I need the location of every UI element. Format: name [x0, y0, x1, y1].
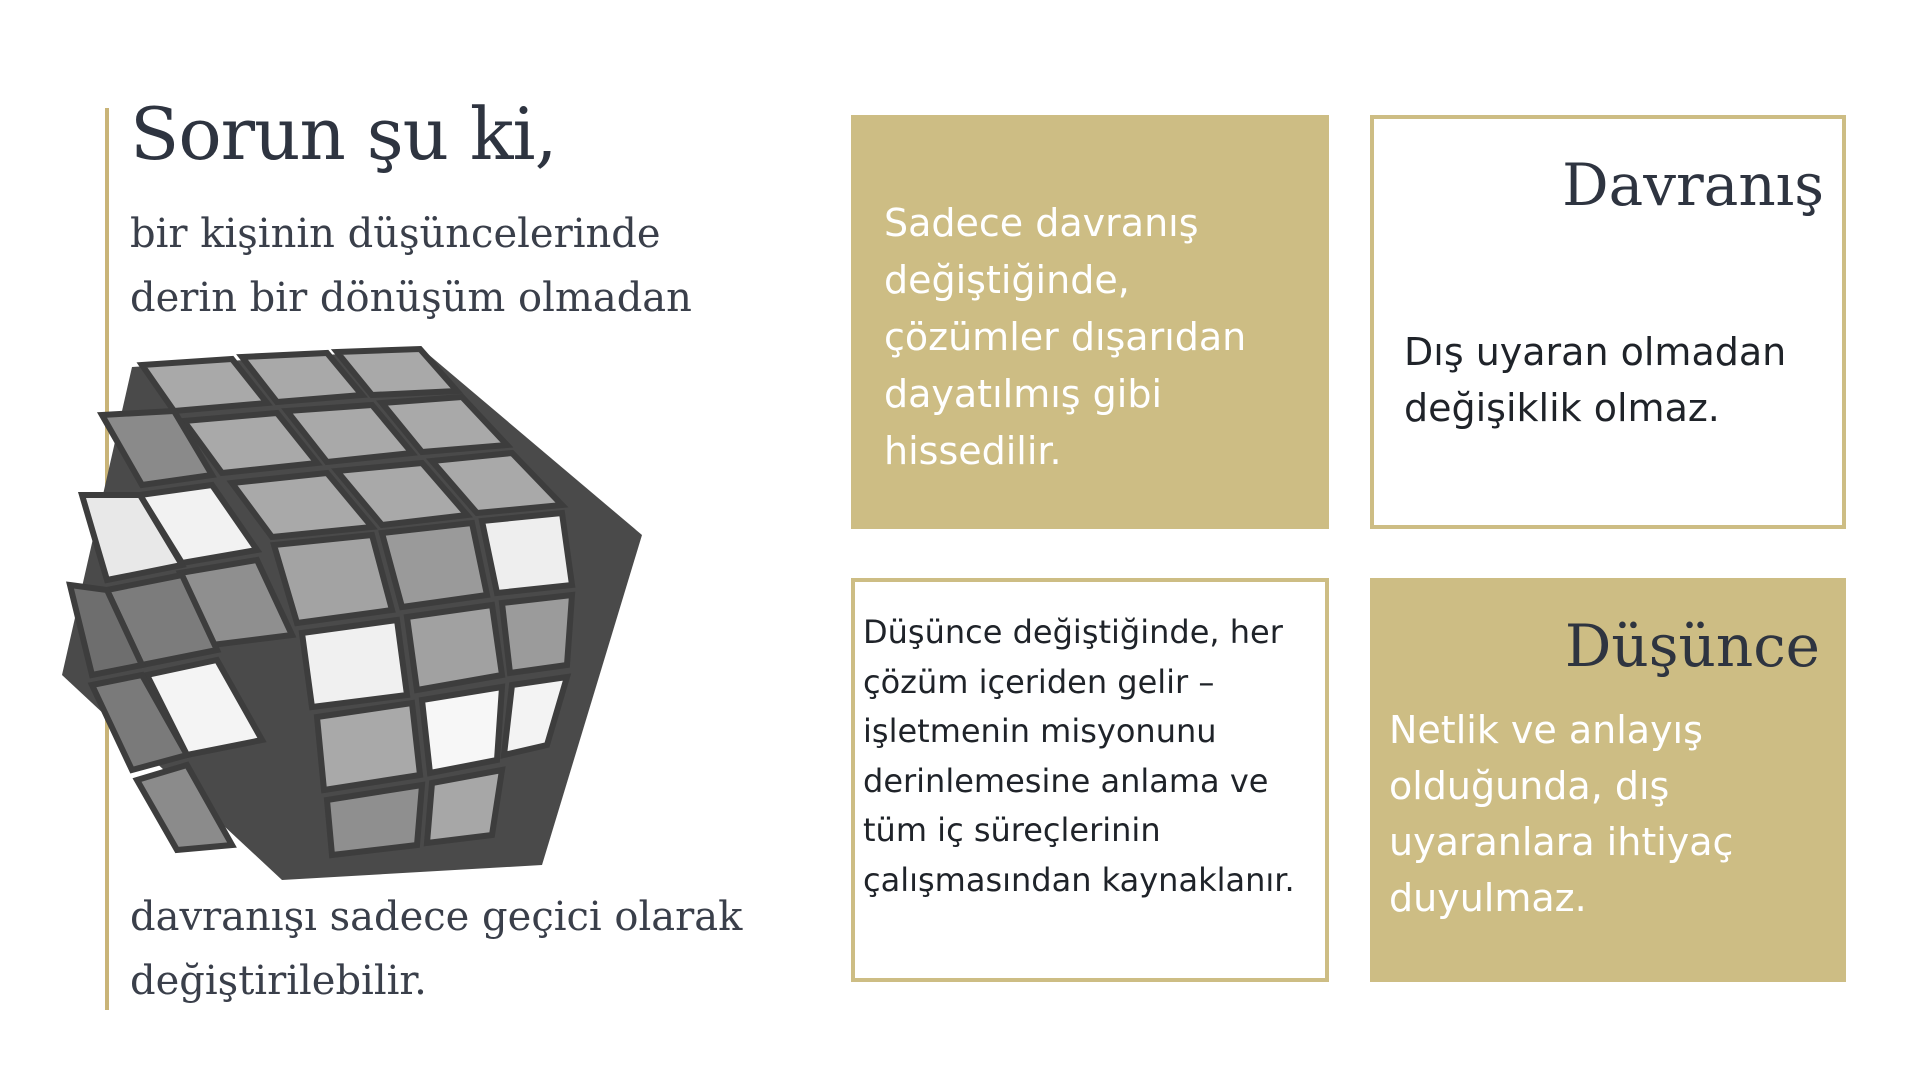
- page-subtitle: bir kişinin düşüncelerinde derin bir dönüşüm olmadan: [130, 211, 692, 321]
- thought-note-text: Düşünce değiştiğinde, her çözüm içeriden gelir – işletmenin misyonunu derinlemesine anlama ve tüm iç süreçlerinin çalışmasından kaynaklanır.: [863, 613, 1295, 899]
- behavior-text: Dış uyaran olmadan değişiklik olmaz.: [1404, 330, 1787, 430]
- thought-title: Düşünce: [1564, 612, 1820, 680]
- behavior-title: Davranış: [1562, 151, 1824, 219]
- page-title: Sorun şu ki,: [130, 92, 557, 176]
- thought-box: [1370, 578, 1846, 982]
- page-bottom-text: davranışı sadece geçici olarak değiştirilebilir.: [130, 894, 743, 1004]
- behavior-note-box: [851, 115, 1329, 529]
- behavior-box: [1370, 115, 1846, 529]
- thought-text: Netlik ve anlayış olduğunda, dış uyaranlara ihtiyaç duyulmaz.: [1389, 708, 1734, 920]
- thought-note-box: [851, 578, 1329, 982]
- behavior-note-text: Sadece davranış değiştiğinde, çözümler dışarıdan dayatılmış gibi hissedilir.: [884, 201, 1247, 473]
- rubiks-cube-image: [62, 345, 662, 885]
